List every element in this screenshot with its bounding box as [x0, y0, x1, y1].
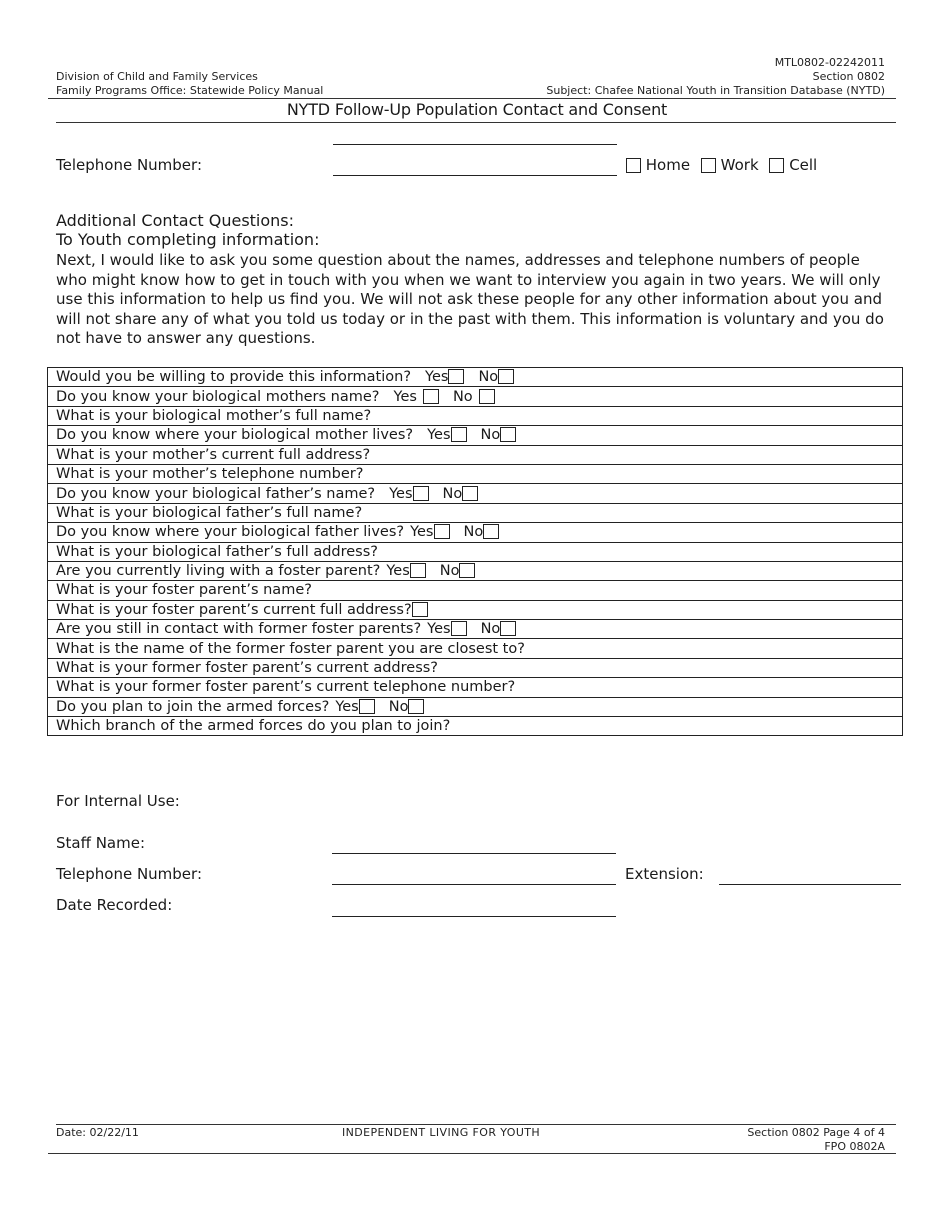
no-label: No	[439, 563, 460, 580]
work-checkbox[interactable]	[701, 158, 716, 173]
question-text: What is your biological mother’s full name?	[56, 407, 372, 424]
yes-label: Yes	[335, 698, 359, 715]
no-label: No	[388, 698, 409, 715]
extension-label: Extension:	[625, 865, 704, 883]
question-text: What is your former foster parent’s current telephone number?	[56, 679, 516, 696]
no-checkbox[interactable]	[408, 699, 424, 714]
table-row	[48, 678, 903, 697]
yes-label: Yes	[393, 388, 417, 405]
question-text: What is the name of the former foster parent you are closest to?	[56, 640, 525, 657]
consent-line: use this information to help us find you. We will not ask these people for any other information about you and	[56, 290, 882, 308]
footer-bottom-divider	[48, 1153, 896, 1154]
no-checkbox[interactable]	[483, 524, 499, 539]
no-label: No	[478, 369, 499, 386]
consent-line: not have to answer any questions.	[56, 329, 316, 347]
question-text: Would you be willing to provide this information?	[56, 369, 412, 386]
consent-line: who might know how to get in touch with you when we want to interview you again in two years. We will only	[56, 270, 881, 289]
question-text: Are you still in contact with former foster parents?	[56, 621, 422, 638]
table-row	[48, 406, 903, 425]
no-checkbox[interactable]	[462, 486, 478, 501]
cell-label: Cell	[789, 156, 818, 174]
yes-label: Yes	[410, 524, 434, 541]
yes-label: Yes	[389, 485, 413, 502]
consent-line: Next, I would like to ask you some question about the names, addresses and telephone numbers of people	[56, 251, 860, 269]
home-checkbox[interactable]	[626, 158, 641, 173]
yes-checkbox[interactable]	[413, 486, 429, 501]
telephone-input-line[interactable]	[333, 175, 617, 176]
questions-table	[47, 367, 903, 736]
no-checkbox[interactable]	[500, 621, 516, 636]
table-row	[48, 503, 903, 522]
table-row	[48, 387, 903, 406]
consent-paragraph	[56, 251, 896, 349]
no-checkbox[interactable]	[479, 389, 495, 404]
telephone-label: Telephone Number:	[56, 156, 202, 174]
no-label: No	[480, 621, 501, 638]
office-name: Family Programs Office: Statewide Policy Manual	[56, 84, 324, 97]
table-row	[48, 464, 903, 483]
table-row	[48, 561, 903, 580]
table-row	[48, 426, 903, 445]
no-label: No	[480, 427, 501, 444]
division-name: Division of Child and Family Services	[56, 70, 258, 83]
work-label: Work	[720, 156, 759, 174]
table-row	[48, 600, 903, 619]
table-row	[48, 445, 903, 464]
table-row	[48, 484, 903, 503]
question-text: What is your biological father’s full address?	[56, 543, 378, 560]
header-divider	[48, 98, 896, 99]
staff-telephone-label: Telephone Number:	[56, 865, 202, 883]
home-label: Home	[645, 156, 691, 174]
table-row	[48, 620, 903, 639]
no-label: No	[463, 524, 484, 541]
no-checkbox[interactable]	[459, 563, 475, 578]
no-checkbox[interactable]	[500, 427, 516, 442]
yes-label: Yes	[427, 621, 451, 638]
yes-checkbox[interactable]	[434, 524, 450, 539]
question-text: What is your mother’s telephone number?	[56, 466, 364, 483]
internal-use-heading: For Internal Use:	[56, 792, 180, 810]
address-checkbox[interactable]	[412, 602, 428, 617]
table-row	[48, 697, 903, 716]
no-label: No	[452, 388, 473, 405]
yes-checkbox[interactable]	[451, 427, 467, 442]
yes-checkbox[interactable]	[423, 389, 439, 404]
phone-type-options	[626, 156, 817, 174]
cell-checkbox[interactable]	[769, 158, 784, 173]
question-text: What is your former foster parent’s current address?	[56, 660, 438, 677]
no-checkbox[interactable]	[498, 369, 514, 384]
question-text: Which branch of the armed forces do you plan to join?	[56, 718, 451, 735]
footer-top-divider	[56, 1124, 896, 1125]
page-title: NYTD Follow-Up Population Contact and Consent	[286, 100, 668, 119]
question-text: Do you know where your biological mother lives?	[56, 427, 414, 444]
question-text: What is your foster parent’s current full address?	[56, 601, 412, 618]
yes-checkbox[interactable]	[451, 621, 467, 636]
table-row	[48, 717, 903, 736]
table-row	[48, 542, 903, 561]
yes-checkbox[interactable]	[448, 369, 464, 384]
table-row	[48, 523, 903, 542]
yes-checkbox[interactable]	[359, 699, 375, 714]
question-text: Do you know your biological father’s name?	[56, 485, 376, 502]
staff-telephone-input-line[interactable]	[332, 884, 616, 885]
staff-name-label: Staff Name:	[56, 834, 146, 852]
question-text: Are you currently living with a foster parent?	[56, 563, 381, 580]
section-number: Section 0802	[812, 70, 885, 83]
title-divider	[56, 122, 896, 123]
table-row	[48, 368, 903, 387]
footer-form-number: FPO 0802A	[824, 1140, 885, 1153]
phone-top-line	[333, 144, 617, 145]
staff-name-input-line[interactable]	[332, 853, 616, 854]
question-text: What is your foster parent’s name?	[56, 582, 312, 599]
date-recorded-input-line[interactable]	[332, 916, 616, 917]
yes-label: Yes	[427, 427, 451, 444]
question-text: What is your mother’s current full address?	[56, 446, 371, 463]
footer-date: Date: 02/22/11	[56, 1126, 139, 1139]
question-text: What is your biological father’s full name?	[56, 504, 363, 521]
additional-subheading: To Youth completing information:	[56, 230, 320, 249]
doc-number: MTL0802-02242011	[774, 56, 885, 69]
no-label: No	[442, 485, 463, 502]
table-row	[48, 658, 903, 677]
additional-heading: Additional Contact Questions:	[56, 211, 295, 230]
yes-label: Yes	[386, 563, 410, 580]
question-text: Do you know where your biological father lives?	[56, 524, 405, 541]
consent-line: will not share any of what you told us today or in the past with them. This information is voluntary and you do	[56, 309, 884, 328]
extension-input-line[interactable]	[719, 884, 901, 885]
question-text: Do you plan to join the armed forces?	[56, 698, 330, 715]
subject-line: Subject: Chafee National Youth in Transition Database (NYTD)	[546, 84, 885, 97]
footer-page: Section 0802 Page 4 of 4	[747, 1126, 885, 1139]
question-text: Do you know your biological mothers name?	[56, 388, 380, 405]
date-recorded-label: Date Recorded:	[56, 896, 173, 914]
yes-checkbox[interactable]	[410, 563, 426, 578]
table-row	[48, 581, 903, 600]
footer-program: INDEPENDENT LIVING FOR YOUTH	[342, 1126, 541, 1139]
yes-label: Yes	[425, 369, 449, 386]
table-row	[48, 639, 903, 658]
